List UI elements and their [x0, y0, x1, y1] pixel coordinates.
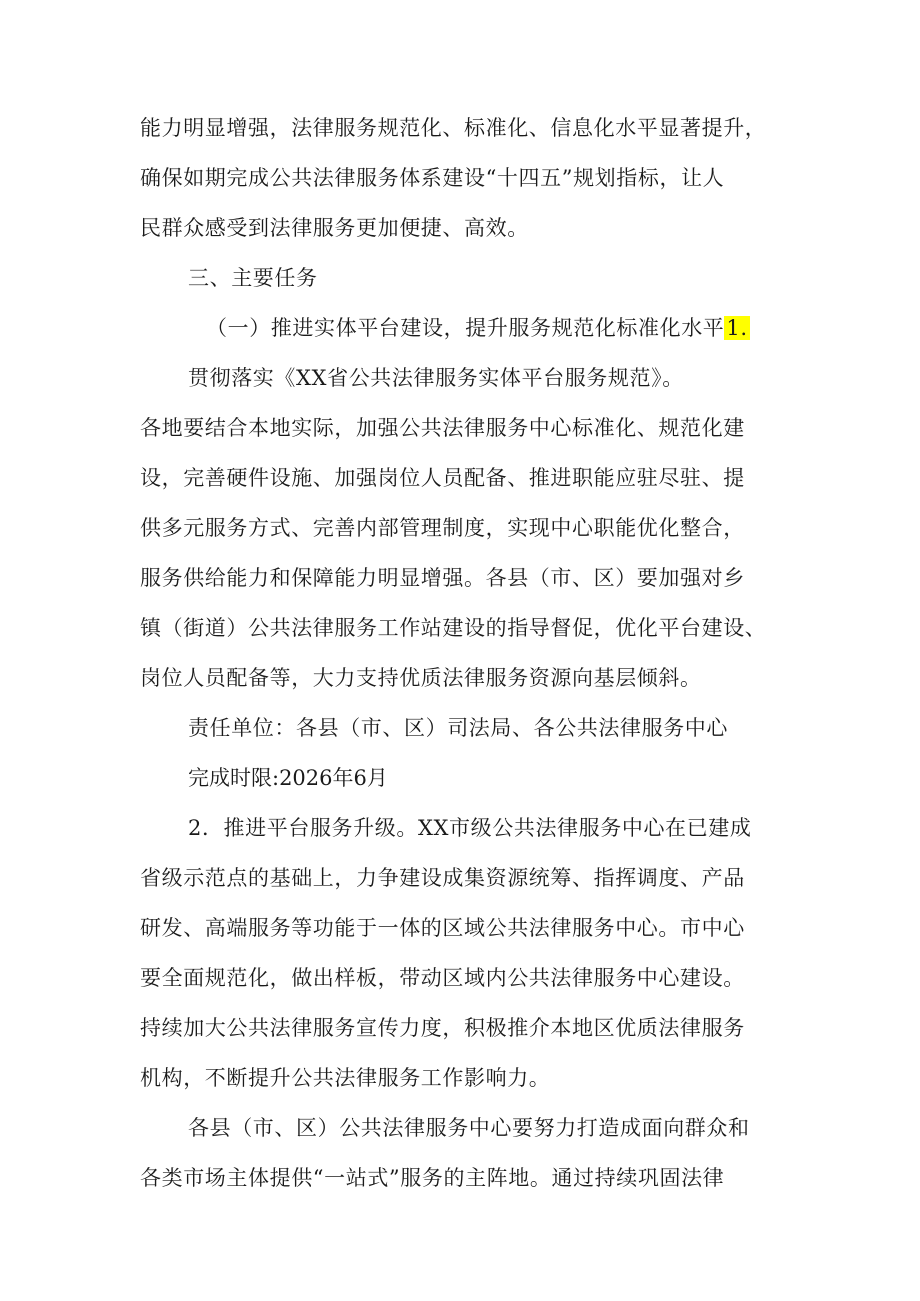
subsection-heading [206, 313, 750, 343]
responsible-unit: 责任单位：各县（市、区）司法局、各公共法律服务中心 [188, 716, 728, 740]
body-text-line: 研发、高端服务等功能于一体的区域公共法律服务中心。市中心 [140, 916, 745, 940]
section-heading: 三、主要任务 [188, 266, 318, 290]
body-text-line: 机构，不断提升公共法律服务工作影响力。 [140, 1066, 551, 1090]
item-title: 贯彻落实《XX省公共法律服务实体平台服务规范》。 [188, 366, 684, 390]
body-text-line: 镇（街道）公共法律服务工作站建设的指导督促，优化平台建设、 [140, 616, 767, 640]
body-text-line: 岗位人员配备等，大力支持优质法律服务资源向基层倾斜。 [140, 666, 702, 690]
highlighted-item-number: 1. [726, 316, 748, 340]
body-text-line: 各地要结合本地实际，加强公共法律服务中心标准化、规范化建 [140, 416, 745, 440]
deadline: 完成时限:2026年6月 [188, 766, 388, 790]
subsection-heading-text: （一）推进实体平台建设，提升服务规范化标准化水平 [206, 316, 725, 340]
body-text-line: 能力明显增强，法律服务规范化、标准化、信息化水平显著提升， [140, 116, 767, 140]
body-text-line: 设，完善硬件设施、加强岗位人员配备、推进职能应驻尽驻、提 [140, 466, 745, 490]
body-text-line: 各县（市、区）公共法律服务中心要努力打造成面向群众和 [188, 1116, 750, 1140]
body-text-line: 要全面规范化，做出样板，带动区域内公共法律服务中心建设。 [140, 966, 745, 990]
body-text-line: 确保如期完成公共法律服务体系建设“十四五”规划指标，让人 [140, 166, 725, 190]
body-text-line: 持续加大公共法律服务宣传力度，积极推介本地区优质法律服务 [140, 1016, 745, 1040]
body-text-line: 民群众感受到法律服务更加便捷、高效。 [140, 216, 529, 240]
body-text-line: 2．推进平台服务升级。XX市级公共法律服务中心在已建成 [188, 816, 752, 840]
body-text-line: 各类市场主体提供“一站式”服务的主阵地。通过持续巩固法律 [140, 1166, 725, 1190]
body-text-line: 供多元服务方式、完善内部管理制度，实现中心职能优化整合， [140, 516, 745, 540]
body-text-line: 省级示范点的基础上，力争建设成集资源统筹、指挥调度、产品 [140, 866, 745, 890]
body-text-line: 服务供给能力和保障能力明显增强。各县（市、区）要加强对乡 [140, 566, 745, 590]
